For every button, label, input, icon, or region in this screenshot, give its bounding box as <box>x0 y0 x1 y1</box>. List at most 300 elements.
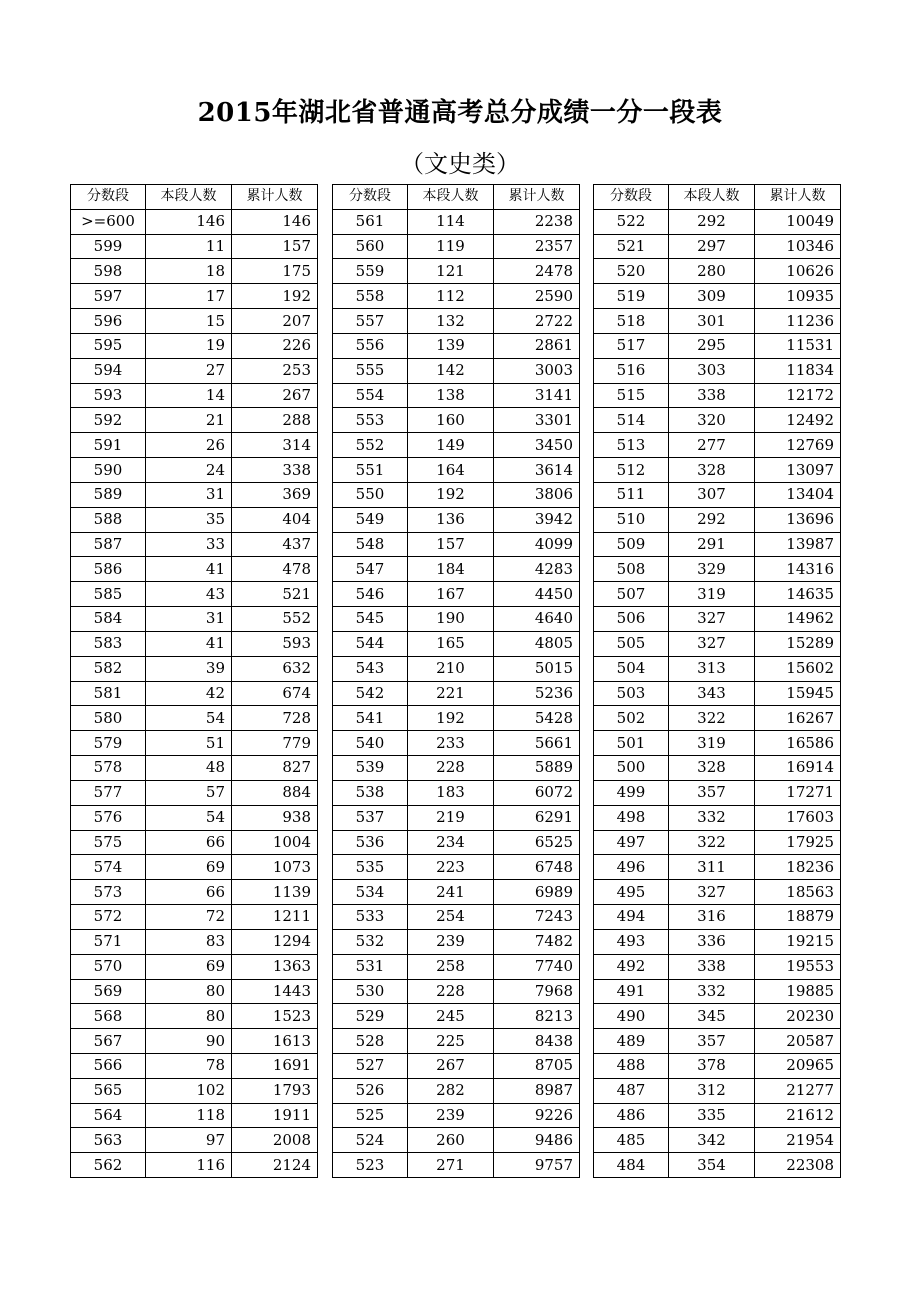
segment-count-cell: 90 <box>146 1029 232 1054</box>
cumulative-count-cell: 18563 <box>755 880 841 905</box>
score-cell: 575 <box>71 830 146 855</box>
score-cell: 574 <box>71 855 146 880</box>
cumulative-count-cell: 22308 <box>755 1153 841 1178</box>
segment-count-cell: 241 <box>408 880 494 905</box>
segment-count-cell: 48 <box>146 756 232 781</box>
score-cell: 531 <box>333 954 408 979</box>
cumulative-count-cell: 18236 <box>755 855 841 880</box>
table-row <box>594 929 841 954</box>
table-row <box>71 408 318 433</box>
table-row <box>71 458 318 483</box>
table-row <box>594 1004 841 1029</box>
score-cell: 489 <box>594 1029 669 1054</box>
score-cell: 488 <box>594 1053 669 1078</box>
segment-count-cell: 66 <box>146 830 232 855</box>
score-cell: 508 <box>594 557 669 582</box>
header-segment-count: 本段人数 <box>146 185 232 210</box>
segment-count-cell: 280 <box>669 259 755 284</box>
table-row <box>333 458 580 483</box>
cumulative-count-cell: 3141 <box>494 383 580 408</box>
table-row <box>594 582 841 607</box>
table-row <box>594 209 841 234</box>
segment-count-cell: 267 <box>408 1053 494 1078</box>
cumulative-count-cell: 6989 <box>494 880 580 905</box>
score-cell: 552 <box>333 433 408 458</box>
cumulative-count-cell: 2478 <box>494 259 580 284</box>
cumulative-count-cell: 3450 <box>494 433 580 458</box>
cumulative-count-cell: 3942 <box>494 507 580 532</box>
header-segment-count: 本段人数 <box>408 185 494 210</box>
cumulative-count-cell: 3301 <box>494 408 580 433</box>
table-row <box>333 1078 580 1103</box>
segment-count-cell: 80 <box>146 979 232 1004</box>
score-cell: 556 <box>333 333 408 358</box>
cumulative-count-cell: 16586 <box>755 731 841 756</box>
segment-count-cell: 132 <box>408 309 494 334</box>
segment-count-cell: 54 <box>146 706 232 731</box>
segment-count-cell: 121 <box>408 259 494 284</box>
table-row <box>71 880 318 905</box>
cumulative-count-cell: 7243 <box>494 905 580 930</box>
segment-count-cell: 114 <box>408 209 494 234</box>
segment-count-cell: 57 <box>146 780 232 805</box>
cumulative-count-cell: 4640 <box>494 607 580 632</box>
score-cell: 587 <box>71 532 146 557</box>
table-row <box>71 979 318 1004</box>
segment-count-cell: 342 <box>669 1128 755 1153</box>
score-cell: 561 <box>333 209 408 234</box>
segment-count-cell: 313 <box>669 656 755 681</box>
table-row <box>71 582 318 607</box>
table-row <box>71 358 318 383</box>
table-row <box>594 706 841 731</box>
score-cell: 579 <box>71 731 146 756</box>
segment-count-cell: 26 <box>146 433 232 458</box>
cumulative-count-cell: 20965 <box>755 1053 841 1078</box>
segment-count-cell: 69 <box>146 954 232 979</box>
score-cell: 497 <box>594 830 669 855</box>
score-cell: 594 <box>71 358 146 383</box>
cumulative-count-cell: 1294 <box>232 929 318 954</box>
score-cell: 563 <box>71 1128 146 1153</box>
segment-count-cell: 149 <box>408 433 494 458</box>
score-cell: 485 <box>594 1128 669 1153</box>
header-score-range: 分数段 <box>594 185 669 210</box>
score-cell: 549 <box>333 507 408 532</box>
segment-count-cell: 31 <box>146 607 232 632</box>
table-row <box>594 1153 841 1178</box>
table-row <box>333 731 580 756</box>
segment-count-cell: 319 <box>669 582 755 607</box>
score-cell: 505 <box>594 631 669 656</box>
table-row <box>333 706 580 731</box>
score-cell: 570 <box>71 954 146 979</box>
score-cell: 529 <box>333 1004 408 1029</box>
segment-count-cell: 35 <box>146 507 232 532</box>
table-row <box>71 433 318 458</box>
cumulative-count-cell: 521 <box>232 582 318 607</box>
score-cell: 573 <box>71 880 146 905</box>
cumulative-count-cell: 21954 <box>755 1128 841 1153</box>
score-cell: 510 <box>594 507 669 532</box>
segment-count-cell: 312 <box>669 1078 755 1103</box>
cumulative-count-cell: 827 <box>232 756 318 781</box>
cumulative-count-cell: 1073 <box>232 855 318 880</box>
score-cell: 496 <box>594 855 669 880</box>
page-subtitle: （文史类） <box>400 150 520 178</box>
score-cell: 599 <box>71 234 146 259</box>
table-row <box>71 905 318 930</box>
score-cell: 593 <box>71 383 146 408</box>
table-row <box>594 458 841 483</box>
segment-count-cell: 192 <box>408 706 494 731</box>
table-row <box>333 209 580 234</box>
score-cell: 518 <box>594 309 669 334</box>
segment-count-cell: 223 <box>408 855 494 880</box>
cumulative-count-cell: 18879 <box>755 905 841 930</box>
segment-count-cell: 239 <box>408 1103 494 1128</box>
score-cell: 545 <box>333 607 408 632</box>
cumulative-count-cell: 4099 <box>494 532 580 557</box>
cumulative-count-cell: 2008 <box>232 1128 318 1153</box>
segment-count-cell: 21 <box>146 408 232 433</box>
table-row <box>333 954 580 979</box>
table-row <box>71 1029 318 1054</box>
score-cell: 551 <box>333 458 408 483</box>
cumulative-count-cell: 338 <box>232 458 318 483</box>
cumulative-count-cell: 16267 <box>755 706 841 731</box>
cumulative-count-cell: 938 <box>232 805 318 830</box>
cumulative-count-cell: 369 <box>232 482 318 507</box>
score-cell: 517 <box>594 333 669 358</box>
segment-count-cell: 291 <box>669 532 755 557</box>
cumulative-count-cell: 12769 <box>755 433 841 458</box>
table-row <box>333 1103 580 1128</box>
segment-count-cell: 83 <box>146 929 232 954</box>
table-row <box>594 1078 841 1103</box>
score-cell: 511 <box>594 482 669 507</box>
table-row <box>333 880 580 905</box>
cumulative-count-cell: 1793 <box>232 1078 318 1103</box>
score-cell: 523 <box>333 1153 408 1178</box>
score-cell: 499 <box>594 780 669 805</box>
cumulative-count-cell: 20587 <box>755 1029 841 1054</box>
score-cell: 520 <box>594 259 669 284</box>
score-cell: 557 <box>333 309 408 334</box>
cumulative-count-cell: 2861 <box>494 333 580 358</box>
segment-count-cell: 167 <box>408 582 494 607</box>
cumulative-count-cell: 8987 <box>494 1078 580 1103</box>
score-cell: 527 <box>333 1053 408 1078</box>
cumulative-count-cell: 226 <box>232 333 318 358</box>
segment-count-cell: 343 <box>669 681 755 706</box>
table-row <box>333 284 580 309</box>
cumulative-count-cell: 6291 <box>494 805 580 830</box>
segment-count-cell: 39 <box>146 656 232 681</box>
score-table-2 <box>332 184 580 1178</box>
cumulative-count-cell: 11834 <box>755 358 841 383</box>
segment-count-cell: 41 <box>146 631 232 656</box>
segment-count-cell: 307 <box>669 482 755 507</box>
cumulative-count-cell: 9757 <box>494 1153 580 1178</box>
score-cell: 544 <box>333 631 408 656</box>
table-row <box>333 855 580 880</box>
segment-count-cell: 234 <box>408 830 494 855</box>
table-row <box>333 383 580 408</box>
cumulative-count-cell: 632 <box>232 656 318 681</box>
table-row <box>594 482 841 507</box>
score-cell: 534 <box>333 880 408 905</box>
score-cell: 592 <box>71 408 146 433</box>
segment-count-cell: 338 <box>669 954 755 979</box>
table-row <box>594 383 841 408</box>
cumulative-count-cell: 7482 <box>494 929 580 954</box>
score-cell: 533 <box>333 905 408 930</box>
cumulative-count-cell: 2357 <box>494 234 580 259</box>
segment-count-cell: 18 <box>146 259 232 284</box>
cumulative-count-cell: 15945 <box>755 681 841 706</box>
score-cell: 536 <box>333 830 408 855</box>
table-row <box>333 259 580 284</box>
score-cell: 595 <box>71 333 146 358</box>
table-row <box>594 234 841 259</box>
cumulative-count-cell: 5428 <box>494 706 580 731</box>
table-row <box>594 259 841 284</box>
cumulative-count-cell: 552 <box>232 607 318 632</box>
segment-count-cell: 328 <box>669 458 755 483</box>
table-row <box>71 1053 318 1078</box>
score-cell: 597 <box>71 284 146 309</box>
score-cell: 585 <box>71 582 146 607</box>
score-cell: 572 <box>71 905 146 930</box>
cumulative-count-cell: 8705 <box>494 1053 580 1078</box>
cumulative-count-cell: 21277 <box>755 1078 841 1103</box>
segment-count-cell: 78 <box>146 1053 232 1078</box>
table-row <box>71 1004 318 1029</box>
table-row <box>594 731 841 756</box>
cumulative-count-cell: 267 <box>232 383 318 408</box>
table-row <box>71 830 318 855</box>
table-row <box>71 731 318 756</box>
score-cell: 547 <box>333 557 408 582</box>
segment-count-cell: 260 <box>408 1128 494 1153</box>
table-row <box>594 631 841 656</box>
segment-count-cell: 31 <box>146 482 232 507</box>
cumulative-count-cell: 2590 <box>494 284 580 309</box>
segment-count-cell: 301 <box>669 309 755 334</box>
score-cell: 519 <box>594 284 669 309</box>
table-row <box>71 333 318 358</box>
segment-count-cell: 292 <box>669 209 755 234</box>
cumulative-count-cell: 10626 <box>755 259 841 284</box>
segment-count-cell: 322 <box>669 706 755 731</box>
table-row <box>71 234 318 259</box>
segment-count-cell: 332 <box>669 979 755 1004</box>
cumulative-count-cell: 2238 <box>494 209 580 234</box>
segment-count-cell: 112 <box>408 284 494 309</box>
segment-count-cell: 15 <box>146 309 232 334</box>
score-cell: 500 <box>594 756 669 781</box>
table-row <box>594 681 841 706</box>
cumulative-count-cell: 9486 <box>494 1128 580 1153</box>
table-row <box>594 433 841 458</box>
segment-count-cell: 327 <box>669 880 755 905</box>
segment-count-cell: 51 <box>146 731 232 756</box>
score-cell: 516 <box>594 358 669 383</box>
cumulative-count-cell: 19215 <box>755 929 841 954</box>
score-cell: 521 <box>594 234 669 259</box>
score-cell: 484 <box>594 1153 669 1178</box>
cumulative-count-cell: 9226 <box>494 1103 580 1128</box>
score-cell: 541 <box>333 706 408 731</box>
score-cell: 584 <box>71 607 146 632</box>
table-row <box>71 532 318 557</box>
header-segment-count: 本段人数 <box>669 185 755 210</box>
cumulative-count-cell: 2124 <box>232 1153 318 1178</box>
cumulative-count-cell: 3614 <box>494 458 580 483</box>
score-table-3 <box>593 184 841 1178</box>
table-row <box>333 929 580 954</box>
cumulative-count-cell: 6525 <box>494 830 580 855</box>
cumulative-count-cell: 4450 <box>494 582 580 607</box>
score-cell: 515 <box>594 383 669 408</box>
table-row <box>594 507 841 532</box>
header-cumulative-count: 累计人数 <box>494 185 580 210</box>
segment-count-cell: 271 <box>408 1153 494 1178</box>
table-row <box>333 532 580 557</box>
score-cell: 495 <box>594 880 669 905</box>
score-cell: 503 <box>594 681 669 706</box>
cumulative-count-cell: 146 <box>232 209 318 234</box>
table-row <box>333 1153 580 1178</box>
cumulative-count-cell: 12492 <box>755 408 841 433</box>
table-row <box>594 656 841 681</box>
cumulative-count-cell: 674 <box>232 681 318 706</box>
cumulative-count-cell: 14962 <box>755 607 841 632</box>
score-cell: 550 <box>333 482 408 507</box>
table-row <box>594 756 841 781</box>
segment-count-cell: 157 <box>408 532 494 557</box>
cumulative-count-cell: 5236 <box>494 681 580 706</box>
segment-count-cell: 183 <box>408 780 494 805</box>
segment-count-cell: 295 <box>669 333 755 358</box>
segment-count-cell: 138 <box>408 383 494 408</box>
table-row <box>71 756 318 781</box>
score-cell: 582 <box>71 656 146 681</box>
table-row <box>71 929 318 954</box>
segment-count-cell: 165 <box>408 631 494 656</box>
cumulative-count-cell: 404 <box>232 507 318 532</box>
score-cell: 493 <box>594 929 669 954</box>
score-cell: 538 <box>333 780 408 805</box>
score-cell: 490 <box>594 1004 669 1029</box>
header-cumulative-count: 累计人数 <box>755 185 841 210</box>
table-row <box>333 582 580 607</box>
cumulative-count-cell: 6072 <box>494 780 580 805</box>
table-row <box>594 1128 841 1153</box>
table-row <box>333 631 580 656</box>
table-row <box>71 1153 318 1178</box>
score-cell: 522 <box>594 209 669 234</box>
table-row <box>333 830 580 855</box>
score-cell: 524 <box>333 1128 408 1153</box>
score-cell: 540 <box>333 731 408 756</box>
table-row <box>594 954 841 979</box>
score-cell: 492 <box>594 954 669 979</box>
cumulative-count-cell: 779 <box>232 731 318 756</box>
score-cell: 562 <box>71 1153 146 1178</box>
score-cell: 513 <box>594 433 669 458</box>
segment-count-cell: 303 <box>669 358 755 383</box>
cumulative-count-cell: 1911 <box>232 1103 318 1128</box>
cumulative-count-cell: 1691 <box>232 1053 318 1078</box>
table-row <box>333 681 580 706</box>
cumulative-count-cell: 157 <box>232 234 318 259</box>
segment-count-cell: 329 <box>669 557 755 582</box>
table-row <box>594 805 841 830</box>
table-row <box>333 433 580 458</box>
score-cell: 526 <box>333 1078 408 1103</box>
score-cell: 532 <box>333 929 408 954</box>
segment-count-cell: 319 <box>669 731 755 756</box>
table-row <box>333 408 580 433</box>
cumulative-count-cell: 3003 <box>494 358 580 383</box>
table-row <box>71 954 318 979</box>
cumulative-count-cell: 6748 <box>494 855 580 880</box>
table-row <box>71 557 318 582</box>
table-row <box>333 557 580 582</box>
score-cell: 581 <box>71 681 146 706</box>
segment-count-cell: 357 <box>669 1029 755 1054</box>
score-cell: 501 <box>594 731 669 756</box>
segment-count-cell: 228 <box>408 756 494 781</box>
score-cell: 596 <box>71 309 146 334</box>
segment-count-cell: 69 <box>146 855 232 880</box>
table-row <box>594 905 841 930</box>
score-cell: 548 <box>333 532 408 557</box>
cumulative-count-cell: 1613 <box>232 1029 318 1054</box>
segment-count-cell: 311 <box>669 855 755 880</box>
segment-count-cell: 139 <box>408 333 494 358</box>
score-cell: 588 <box>71 507 146 532</box>
table-header-row <box>333 185 580 210</box>
cumulative-count-cell: 13987 <box>755 532 841 557</box>
segment-count-cell: 327 <box>669 631 755 656</box>
cumulative-count-cell: 175 <box>232 259 318 284</box>
segment-count-cell: 116 <box>146 1153 232 1178</box>
table-row <box>71 656 318 681</box>
segment-count-cell: 345 <box>669 1004 755 1029</box>
table-row <box>333 507 580 532</box>
segment-count-cell: 146 <box>146 209 232 234</box>
header-score-range: 分数段 <box>71 185 146 210</box>
table-row <box>594 1103 841 1128</box>
segment-count-cell: 309 <box>669 284 755 309</box>
cumulative-count-cell: 10049 <box>755 209 841 234</box>
score-cell: 558 <box>333 284 408 309</box>
segment-count-cell: 97 <box>146 1128 232 1153</box>
table-row <box>71 284 318 309</box>
cumulative-count-cell: 1443 <box>232 979 318 1004</box>
score-cell: 578 <box>71 756 146 781</box>
segment-count-cell: 14 <box>146 383 232 408</box>
table-row <box>333 780 580 805</box>
segment-count-cell: 328 <box>669 756 755 781</box>
score-cell: 567 <box>71 1029 146 1054</box>
cumulative-count-cell: 19553 <box>755 954 841 979</box>
cumulative-count-cell: 1523 <box>232 1004 318 1029</box>
header-score-range: 分数段 <box>333 185 408 210</box>
